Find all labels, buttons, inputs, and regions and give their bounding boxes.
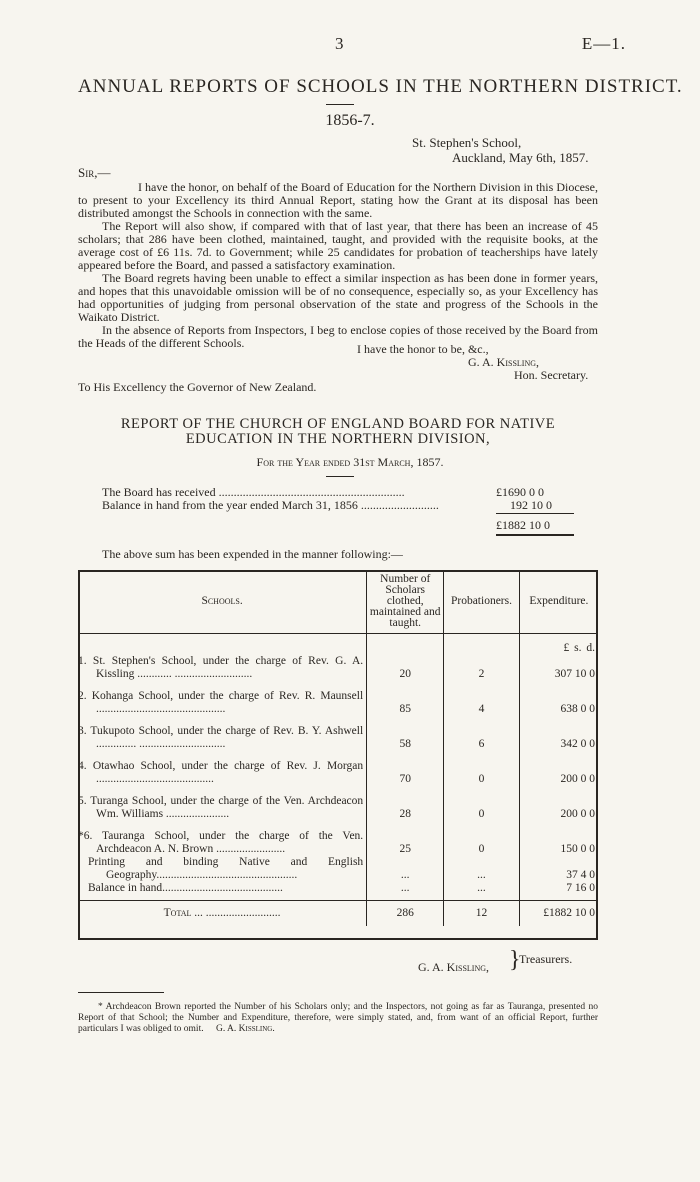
page-title: ANNUAL REPORTS OF SCHOOLS IN THE NORTHERN DISTRICT. bbox=[78, 76, 683, 97]
footnote bbox=[78, 1002, 598, 1035]
extra-item-name: Balance in hand.......................................... bbox=[78, 882, 367, 901]
table-row bbox=[78, 681, 598, 716]
total-scholars: 286 bbox=[367, 901, 444, 927]
report-period: For the Year ended 31st March, 1857. bbox=[256, 455, 444, 469]
address-line-1: St. Stephen's School, bbox=[412, 135, 522, 150]
balance-label: Balance in hand from the year ended March 31, 1856 .......................... bbox=[102, 498, 439, 512]
extra-item-expenditure: 37 4 0 bbox=[566, 869, 595, 881]
footnote-rule bbox=[78, 992, 164, 993]
expenditure-amount: 150 0 0 bbox=[560, 843, 595, 855]
expenditure-amount: 638 0 0 bbox=[560, 703, 595, 715]
signature-name: G. A. Kissling, bbox=[468, 355, 540, 369]
scholars-count: 28 bbox=[367, 786, 444, 821]
document-code: E—1. bbox=[581, 34, 626, 53]
table-row bbox=[78, 751, 598, 786]
accounts-double-rule bbox=[496, 534, 574, 536]
expenditure-amount: 307 10 0 bbox=[554, 668, 595, 680]
signature-title: Hon. Secretary. bbox=[514, 368, 589, 382]
table-row bbox=[78, 655, 598, 681]
extra-item-name: Printing and binding Native and English Geography................................................. bbox=[78, 856, 367, 882]
probationers-count: 2 bbox=[444, 655, 519, 681]
total-probationers: 12 bbox=[444, 901, 519, 927]
period-rule bbox=[326, 476, 354, 477]
school-name: *6. Tauranga School, under the charge of the Ven. Archdeacon A. N. Brown ........................ bbox=[78, 821, 367, 856]
expenditure-amount: 200 0 0 bbox=[560, 773, 595, 785]
treasurer-name: G. A. Kissling, bbox=[418, 960, 490, 974]
table-row bbox=[78, 856, 598, 882]
letter-paragraph-1: I have the honor, on behalf of the Board of Education for the Northern Division in this Diocese, to present to your Excellency its third Annual Report, stating how the Grant at its disposal has been distributed amongst the Schools in connection with the same. bbox=[78, 180, 598, 220]
scholars-count: 70 bbox=[367, 751, 444, 786]
table-row bbox=[78, 786, 598, 821]
scholars-count: 25 bbox=[367, 821, 444, 856]
letter-paragraph-3: The Board regrets having been unable to effect a similar inspection as has been done in former years, and hopes that this unavoidable omission will be of no consequence, especially so, as your Excellency has had opportunities of judging from personal observation of the state and progress of the Schools in the Waikato District. bbox=[78, 271, 598, 324]
probationers-count: 0 bbox=[444, 751, 519, 786]
school-name: 4. Otawhao School, under the charge of Rev. J. Morgan ......................................... bbox=[78, 751, 367, 786]
school-name: 5. Turanga School, under the charge of the Ven. Archdeacon Wm. Williams ...................... bbox=[78, 786, 367, 821]
header-number: Number of Scholars clothed, maintained and taught. bbox=[367, 570, 444, 634]
treasurers-brace: } bbox=[509, 947, 521, 973]
extra-item-number: ... bbox=[367, 882, 444, 901]
addressee: To His Excellency the Governor of New Zealand. bbox=[78, 380, 317, 394]
title-rule bbox=[326, 104, 354, 105]
probationers-count: 0 bbox=[444, 786, 519, 821]
page-number: 3 bbox=[335, 34, 344, 53]
probationers-count: 4 bbox=[444, 681, 519, 716]
currency-header: £ s. d. bbox=[563, 642, 595, 654]
table-row bbox=[78, 716, 598, 751]
footnote-text: * Archdeacon Brown reported the Number of his Scholars only; and the Inspectors, not going as far as Tauranga, presented no Report of that School; the Number and Expenditure, therefore, were simply stated, and, from want of an official Report, further particulars I was obliged to omit. bbox=[78, 1002, 598, 1034]
letter-body bbox=[78, 181, 598, 350]
table-row bbox=[78, 821, 598, 856]
total-expenditure: £1882 10 0 bbox=[519, 901, 598, 927]
treasurers-label: Treasurers. bbox=[519, 952, 573, 966]
signature-closing: I have the honor to be, &c., bbox=[357, 342, 489, 356]
probationers-count: 6 bbox=[444, 716, 519, 751]
report-year: 1856-7. bbox=[325, 112, 375, 129]
scholars-count: 58 bbox=[367, 716, 444, 751]
accounts-total: £1882 10 0 bbox=[496, 518, 550, 532]
probationers-count: 0 bbox=[444, 821, 519, 856]
header-schools: Schools. bbox=[78, 570, 367, 634]
letter-paragraph-4: In the absence of Reports from Inspectors, I beg to enclose copies of those received by the Board from the Heads of the different Schools. bbox=[78, 323, 598, 350]
extra-item-probationers: ... bbox=[444, 856, 519, 882]
school-name: 2. Kohanga School, under the charge of Rev. R. Maunsell ............................................. bbox=[78, 681, 367, 716]
header-expenditure: Expenditure. bbox=[519, 570, 598, 634]
extra-item-probationers: ... bbox=[444, 882, 519, 901]
school-name: 1. St. Stephen's School, under the charge of Rev. G. A. Kissling ............ ........................... bbox=[78, 655, 367, 681]
extra-item-number: ... bbox=[367, 856, 444, 882]
expended-intro: The above sum has been expended in the manner following:— bbox=[102, 547, 403, 561]
received-label: The Board has received .............................................................. bbox=[102, 485, 405, 499]
report-title: REPORT OF THE CHURCH OF ENGLAND BOARD FOR NATIVE EDUCATION IN THE NORTHERN DIVISION, bbox=[120, 416, 556, 447]
table-row bbox=[78, 882, 598, 901]
scholars-count: 20 bbox=[367, 655, 444, 681]
accounts-rule bbox=[496, 513, 574, 514]
salutation: Sir,— bbox=[78, 165, 111, 180]
expenditure-amount: 200 0 0 bbox=[560, 808, 595, 820]
extra-item-expenditure: 7 16 0 bbox=[566, 882, 595, 894]
total-label: Total ... .......................... bbox=[78, 901, 367, 927]
letter-paragraph-2: The Report will also show, if compared with that of last year, that there has been an increase of 45 scholars; that 286 have been clothed, maintained, taught, and provided with the requisite books, at the average cost of £6 11s. 7d. to Government; while 25 candidates for probation of teacherships have lately appeared before the Board, and passed a satisfactory examination. bbox=[78, 219, 598, 272]
address-line-2: Auckland, May 6th, 1857. bbox=[452, 150, 589, 165]
header-probationers: Probationers. bbox=[444, 570, 519, 634]
school-name: 3. Tukupoto School, under the charge of Rev. B. Y. Ashwell .............. .............................. bbox=[78, 716, 367, 751]
schools-table bbox=[78, 570, 598, 926]
scholars-count: 85 bbox=[367, 681, 444, 716]
balance-amount: 192 10 0 bbox=[510, 498, 552, 512]
total-row bbox=[78, 901, 598, 927]
received-amount: £1690 0 0 bbox=[496, 485, 544, 499]
footnote-signature: G. A. Kissling. bbox=[215, 1024, 275, 1034]
expenditure-amount: 342 0 0 bbox=[560, 738, 595, 750]
